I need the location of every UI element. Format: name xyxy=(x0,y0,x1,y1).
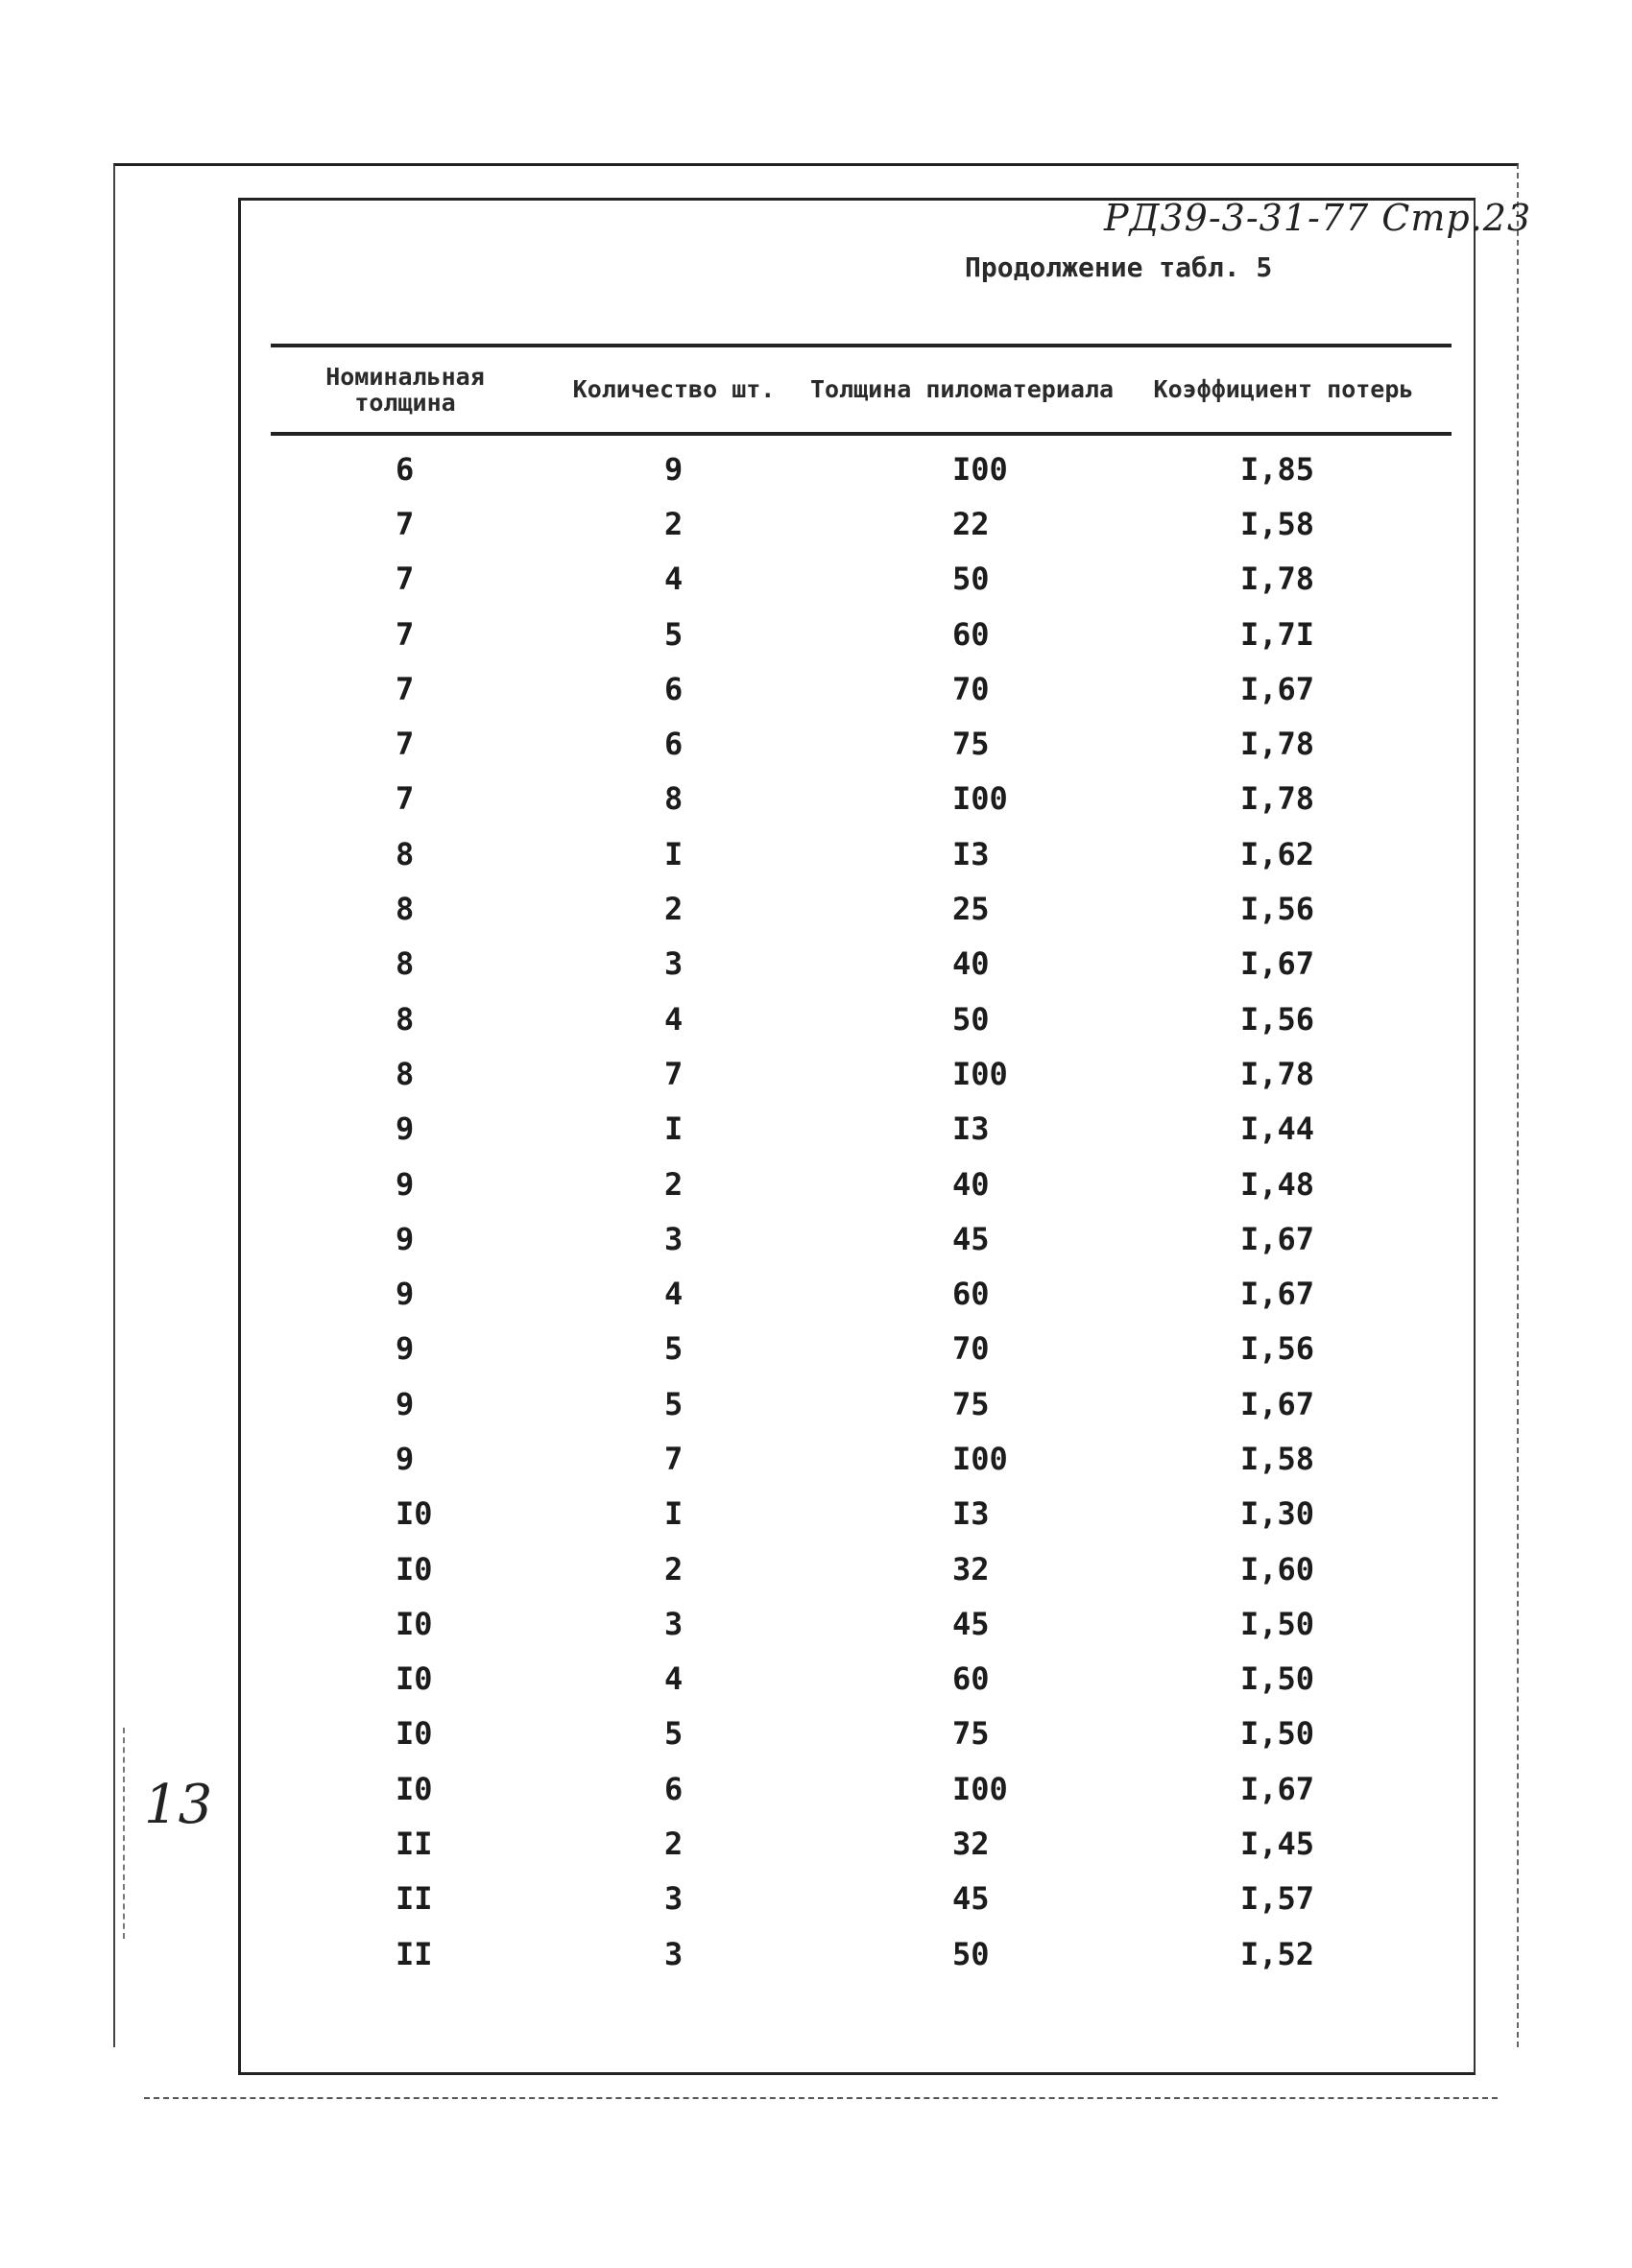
cell-lumber-thickness: 75 xyxy=(952,726,990,763)
table-row xyxy=(271,1157,1452,1211)
cell-loss-coefficient: I,67 xyxy=(1240,1276,1315,1313)
table-row xyxy=(271,1872,1452,1926)
cell-nominal-thickness: 9 xyxy=(396,1276,415,1313)
cell-nominal-thickness: I0 xyxy=(396,1660,433,1698)
cell-quantity: 4 xyxy=(664,1276,684,1313)
table-row xyxy=(271,661,1452,716)
cell-nominal-thickness: 8 xyxy=(396,1000,415,1038)
cell-quantity: 5 xyxy=(664,615,684,653)
cell-nominal-thickness: I0 xyxy=(396,1495,433,1533)
side-page-number: 13 xyxy=(144,1774,213,1836)
cell-lumber-thickness: I00 xyxy=(952,1440,1008,1477)
cell-lumber-thickness: I3 xyxy=(952,835,990,872)
table-row xyxy=(271,1761,1452,1816)
cell-nominal-thickness: 8 xyxy=(396,945,415,983)
cell-lumber-thickness: 60 xyxy=(952,1276,990,1313)
cell-nominal-thickness: II xyxy=(396,1880,433,1918)
cell-quantity: 6 xyxy=(664,726,684,763)
cell-loss-coefficient: I,62 xyxy=(1240,835,1315,872)
table-row xyxy=(271,826,1452,881)
cell-nominal-thickness: I0 xyxy=(396,1770,433,1807)
cell-loss-coefficient: I,56 xyxy=(1240,1330,1315,1368)
document-code: РД39-3-31-77 Стр.23 xyxy=(1104,197,1532,239)
cell-lumber-thickness: 60 xyxy=(952,1660,990,1698)
cell-nominal-thickness: 8 xyxy=(396,835,415,872)
cell-nominal-thickness: 7 xyxy=(396,561,415,598)
cell-loss-coefficient: I,44 xyxy=(1240,1110,1315,1148)
table-row xyxy=(271,1046,1452,1101)
cell-lumber-thickness: I00 xyxy=(952,1055,1008,1092)
table-row xyxy=(271,716,1452,771)
cell-loss-coefficient: I,7I xyxy=(1240,615,1315,653)
cell-loss-coefficient: I,60 xyxy=(1240,1550,1315,1588)
cell-quantity: 3 xyxy=(664,1220,684,1257)
cell-quantity: I xyxy=(664,1495,684,1533)
column-header-nominal-thickness: Номинальная толщина xyxy=(325,362,485,417)
cell-loss-coefficient: I,67 xyxy=(1240,1385,1315,1422)
cell-lumber-thickness: I00 xyxy=(952,780,1008,818)
cell-lumber-thickness: 40 xyxy=(952,1165,990,1203)
cell-nominal-thickness: 6 xyxy=(396,450,415,488)
cell-lumber-thickness: 50 xyxy=(952,1000,990,1038)
table-body xyxy=(271,436,1452,1981)
cell-quantity: 5 xyxy=(664,1715,684,1753)
table-row xyxy=(271,552,1452,607)
cell-quantity: 7 xyxy=(664,1055,684,1092)
cell-nominal-thickness: 9 xyxy=(396,1330,415,1368)
table-row xyxy=(271,1652,1452,1707)
cell-loss-coefficient: I,50 xyxy=(1240,1605,1315,1642)
left-margin-dashes xyxy=(123,1728,125,1939)
cell-quantity: 3 xyxy=(664,945,684,983)
cell-lumber-thickness: 70 xyxy=(952,1330,990,1368)
cell-loss-coefficient: I,58 xyxy=(1240,1440,1315,1477)
cell-nominal-thickness: 7 xyxy=(396,726,415,763)
cell-nominal-thickness: 7 xyxy=(396,505,415,542)
cell-lumber-thickness: 25 xyxy=(952,891,990,928)
table-row xyxy=(271,1266,1452,1321)
table-row xyxy=(271,1926,1452,1981)
cell-loss-coefficient: I,50 xyxy=(1240,1715,1315,1753)
cell-lumber-thickness: 45 xyxy=(952,1220,990,1257)
cell-quantity: 2 xyxy=(664,505,684,542)
cell-loss-coefficient: I,67 xyxy=(1240,1220,1315,1257)
cell-nominal-thickness: 9 xyxy=(396,1440,415,1477)
cell-nominal-thickness: 7 xyxy=(396,780,415,818)
cell-loss-coefficient: I,67 xyxy=(1240,670,1315,707)
table-row xyxy=(271,937,1452,991)
table-header xyxy=(271,344,1452,436)
cell-lumber-thickness: 45 xyxy=(952,1880,990,1918)
cell-nominal-thickness: 7 xyxy=(396,670,415,707)
table-row xyxy=(271,772,1452,826)
cell-nominal-thickness: I0 xyxy=(396,1605,433,1642)
column-header-quantity: Количество шт. xyxy=(572,375,776,404)
table-row xyxy=(271,1487,1452,1541)
cell-quantity: 3 xyxy=(664,1935,684,1972)
cell-quantity: I xyxy=(664,835,684,872)
table-row xyxy=(271,1376,1452,1431)
cell-quantity: 5 xyxy=(664,1385,684,1422)
cell-quantity: 6 xyxy=(664,1770,684,1807)
cell-lumber-thickness: 75 xyxy=(952,1385,990,1422)
cell-lumber-thickness: 70 xyxy=(952,670,990,707)
cell-lumber-thickness: 60 xyxy=(952,615,990,653)
cell-loss-coefficient: I,78 xyxy=(1240,1055,1315,1092)
cell-loss-coefficient: I,67 xyxy=(1240,945,1315,983)
cell-loss-coefficient: I,58 xyxy=(1240,505,1315,542)
cell-lumber-thickness: 40 xyxy=(952,945,990,983)
table-row xyxy=(271,607,1452,661)
cell-nominal-thickness: 8 xyxy=(396,891,415,928)
cell-nominal-thickness: 9 xyxy=(396,1110,415,1148)
cell-quantity: 6 xyxy=(664,670,684,707)
cell-quantity: 3 xyxy=(664,1880,684,1918)
cell-loss-coefficient: I,78 xyxy=(1240,561,1315,598)
cell-lumber-thickness: 22 xyxy=(952,505,990,542)
cell-lumber-thickness: 75 xyxy=(952,1715,990,1753)
cell-loss-coefficient: I,50 xyxy=(1240,1660,1315,1698)
table-row xyxy=(271,442,1452,496)
cell-loss-coefficient: I,30 xyxy=(1240,1495,1315,1533)
cell-loss-coefficient: I,56 xyxy=(1240,891,1315,928)
cell-quantity: 2 xyxy=(664,1165,684,1203)
cell-loss-coefficient: I,57 xyxy=(1240,1880,1315,1918)
table-row xyxy=(271,496,1452,551)
cell-quantity: 2 xyxy=(664,891,684,928)
table-row xyxy=(271,1816,1452,1871)
cell-quantity: 7 xyxy=(664,1440,684,1477)
table-row xyxy=(271,1211,1452,1266)
cell-quantity: 2 xyxy=(664,1826,684,1863)
table-row xyxy=(271,881,1452,936)
cell-loss-coefficient: I,78 xyxy=(1240,726,1315,763)
cell-lumber-thickness: 32 xyxy=(952,1550,990,1588)
cell-nominal-thickness: I0 xyxy=(396,1715,433,1753)
loss-coefficient-table xyxy=(271,344,1452,1981)
cell-lumber-thickness: 50 xyxy=(952,561,990,598)
cell-nominal-thickness: 8 xyxy=(396,1055,415,1092)
cell-nominal-thickness: II xyxy=(396,1935,433,1972)
cell-nominal-thickness: 7 xyxy=(396,615,415,653)
cell-lumber-thickness: I3 xyxy=(952,1495,990,1533)
cell-quantity: 5 xyxy=(664,1330,684,1368)
cell-lumber-thickness: 50 xyxy=(952,1935,990,1972)
cell-quantity: 4 xyxy=(664,1660,684,1698)
cell-quantity: 2 xyxy=(664,1550,684,1588)
cell-loss-coefficient: I,78 xyxy=(1240,780,1315,818)
cell-lumber-thickness: 45 xyxy=(952,1605,990,1642)
table-row xyxy=(271,1596,1452,1651)
cell-nominal-thickness: I0 xyxy=(396,1550,433,1588)
cell-loss-coefficient: I,85 xyxy=(1240,450,1315,488)
table-row xyxy=(271,1322,1452,1376)
cell-quantity: 3 xyxy=(664,1605,684,1642)
cell-lumber-thickness: I3 xyxy=(952,1110,990,1148)
cell-lumber-thickness: I00 xyxy=(952,1770,1008,1807)
bottom-dashed-rule xyxy=(144,2097,1498,2099)
cell-nominal-thickness: 9 xyxy=(396,1220,415,1257)
cell-nominal-thickness: II xyxy=(396,1826,433,1863)
column-header-loss-coefficient: Коэффициент потерь xyxy=(1153,375,1414,404)
cell-nominal-thickness: 9 xyxy=(396,1385,415,1422)
cell-quantity: 9 xyxy=(664,450,684,488)
cell-loss-coefficient: I,67 xyxy=(1240,1770,1315,1807)
cell-loss-coefficient: I,56 xyxy=(1240,1000,1315,1038)
cell-loss-coefficient: I,52 xyxy=(1240,1935,1315,1972)
continuation-title: Продолжение табл. 5 xyxy=(965,251,1273,283)
cell-loss-coefficient: I,45 xyxy=(1240,1826,1315,1863)
table-row xyxy=(271,991,1452,1046)
cell-lumber-thickness: I00 xyxy=(952,450,1008,488)
column-header-lumber-thickness: Толщина пиломатериала xyxy=(809,375,1115,404)
cell-quantity: I xyxy=(664,1110,684,1148)
table-row xyxy=(271,1707,1452,1761)
cell-quantity: 4 xyxy=(664,1000,684,1038)
table-row xyxy=(271,1541,1452,1596)
table-row xyxy=(271,1431,1452,1486)
cell-loss-coefficient: I,48 xyxy=(1240,1165,1315,1203)
cell-quantity: 4 xyxy=(664,561,684,598)
cell-nominal-thickness: 9 xyxy=(396,1165,415,1203)
cell-lumber-thickness: 32 xyxy=(952,1826,990,1863)
cell-quantity: 8 xyxy=(664,780,684,818)
table-row xyxy=(271,1102,1452,1157)
